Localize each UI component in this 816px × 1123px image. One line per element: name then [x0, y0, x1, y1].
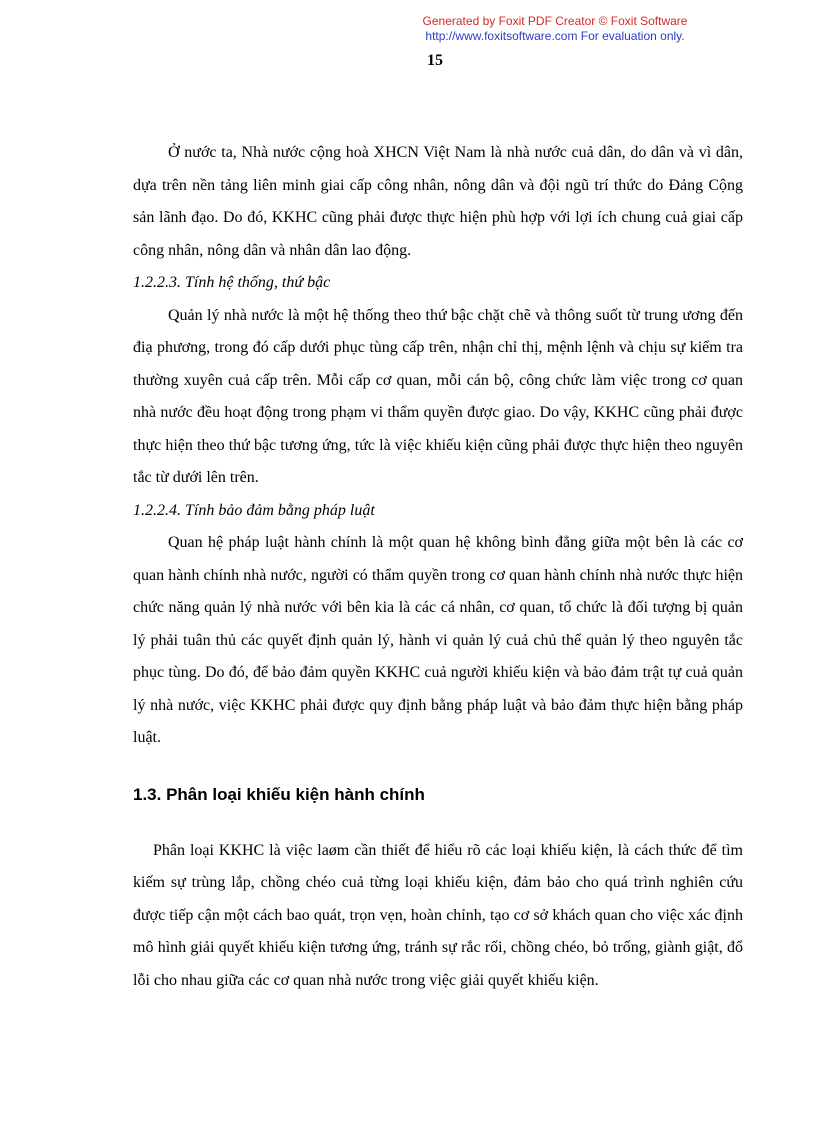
- watermark-line-1: Generated by Foxit PDF Creator © Foxit Software: [422, 14, 688, 28]
- foxit-watermark: [405, 14, 705, 44]
- paragraph-4: Phân loại KKHC là việc laøm cần thiết để hiểu rõ các loại khiếu kiện, là cách thức để tìm kiếm sự trùng lắp, chồng chéo cuả từng loại khiếu kiện, đảm bảo cho quá trình nghiên cứu được tiếp cận một cách bao quát, trọn vẹn, hoàn chỉnh, tạo cơ sở khách quan cho việc xác định mô hình giải quyết khiếu kiện tương ứng, tránh sự rắc rối, chồng chéo, bỏ trống, giành giật, đổ lỗi cho nhau giữa các cơ quan nhà nước trong việc giải quyết khiếu kiện.: [133, 841, 743, 989]
- subheading-1-2-2-3: 1.2.2.3. Tính hệ thống, thứ bậc: [133, 274, 331, 291]
- paragraph-1: Ở nước ta, Nhà nước cộng hoà XHCN Việt Nam là nhà nước cuả dân, do dân và vì dân, dựa trên nền tảng liên minh giai cấp công nhân, nông dân và đội ngũ trí thức do Đảng Cộng sản lãnh đạo. Do đó, KKHC cũng phải được thực hiện phù hợp với lợi ích chung cuả giai cấp công nhân, nông dân và nhân dân lao động.: [133, 144, 743, 259]
- paragraph-2: Quản lý nhà nước là một hệ thống theo thứ bậc chặt chẽ và thông suốt từ trung ương đến điạ phương, trong đó cấp dưới phục tùng cấp trên, nhận chỉ thị, mệnh lệnh và chịu sự kiểm tra thường xuyên cuả cấp trên. Mỗi cấp cơ quan, mỗi cán bộ, công chức làm việc trong cơ quan nhà nước đều hoạt động trong phạm vi thẩm quyền được giao. Do vậy, KKHC cũng phải được thực hiện theo thứ bậc tương ứng, tức là việc khiếu kiện cũng phải được thực hiện theo nguyên tắc từ dưới lên trên.: [133, 306, 743, 486]
- subheading-1-2-2-4: 1.2.2.4. Tính bảo đảm bằng pháp luật: [133, 501, 375, 519]
- watermark-line-2: http://www.foxitsoftware.com For evaluation only.: [425, 29, 685, 43]
- document-body: [133, 137, 743, 997]
- section-heading-1-3: 1.3. Phân loại khiếu kiện hành chính: [133, 784, 425, 804]
- page-number: 15: [427, 52, 443, 69]
- paragraph-3: Quan hệ pháp luật hành chính là một quan hệ không bình đẳng giữa một bên là các cơ quan hành chính nhà nước, người có thẩm quyền trong cơ quan hành chính nhà nước thực hiện chức năng quản lý nhà nước với bên kia là các cá nhân, cơ quan, tổ chức là đối tượng bị quản lý phải tuân thủ các quyết định quản lý, hành vi quản lý cuả chủ thể quản lý theo nguyên tắc phục tùng. Do đó, để bảo đảm quyền KKHC cuả người khiếu kiện và bảo đảm trật tự cuả quản lý nhà nước, việc KKHC phải được quy định bằng pháp luật và bảo đảm thực hiện bằng pháp luật.: [133, 534, 743, 746]
